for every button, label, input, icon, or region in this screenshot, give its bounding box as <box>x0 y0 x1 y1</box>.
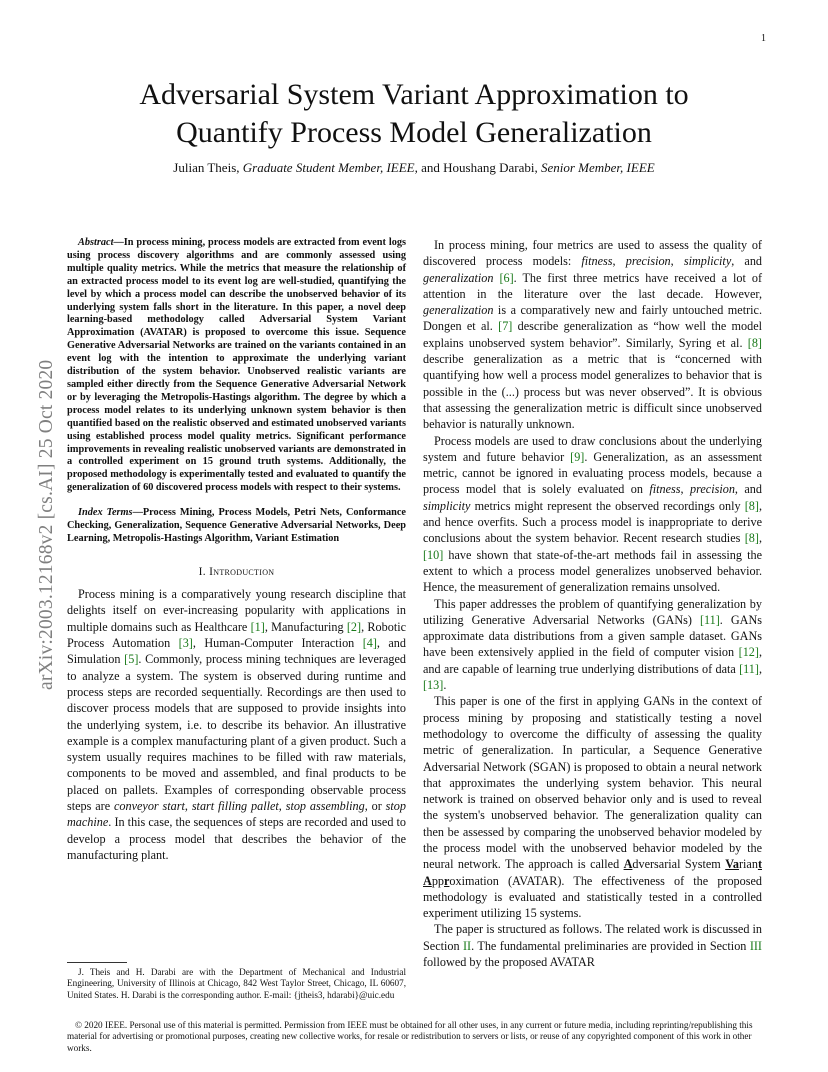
right-column <box>423 237 762 970</box>
copyright-notice: © 2020 IEEE. Personal use of this material is permitted. Permission from IEEE must be obtained for all other uses, in any current or future media, including reprinting/republishing this material for advertising or promotional purposes, creating new collective works, for resale or redistribution to servers or lists, or reuse of any copyrighted component of this work in other works. <box>67 1020 753 1053</box>
page-number: 1 <box>761 33 766 44</box>
section-title: Introduction <box>209 565 275 578</box>
citation-link[interactable]: [13] <box>423 678 444 693</box>
footnote-text: J. Theis and H. Darabi are with the Department of Mechanical and Industrial Engineering, University of Illinois at Chicago, 842 West Taylor Street, Chicago, IL 60607, United States. H. Darabi is the corresponding author. E-mail: {jtheis3, hdarabi}@uic.edu <box>67 967 406 1000</box>
index-terms <box>67 507 406 546</box>
author-1-role: Graduate Student Member, IEEE, <box>242 160 418 175</box>
citation-link[interactable]: [10] <box>423 547 444 562</box>
citation-link[interactable]: [8] <box>747 335 762 350</box>
intro-paragraph-5: This paper is one of the first in applying GANs in the context of process mining by proposing and statistically testing a novel methodology to overcome the difficulty of assessing the quality metric of generalization. In particular, a Sequence Generative Adversarial Network (SGAN) is proposed to obtain a neural network that approximates the underlying system behavior. This neural network is trained on observed behavior only and is used to reveal the system's unobserved behavior. The generalization quality can then be assessed by comparing the unobserved behavior modeled by the process model with the unobserved behavior modeled by the neural network. The approach is called Adversarial System Variant Approximation (AVATAR). The effectiveness of the proposed methodology is evaluated and statistically tested in a controlled experiment utilizing 15 systems. <box>423 694 762 921</box>
intro-paragraph-4: This paper addresses the problem of quantifying generalization by utilizing Generative Adversarial Networks (GANs) [11]. GANs approximate data distributions from a given sample dataset. GANs have been extensively applied in the field of computer vision [12], and are capable of learning true underlying distributions of data [11], [13]. <box>423 596 762 693</box>
author-2-role: Senior Member, IEEE <box>540 160 655 175</box>
citation-link[interactable]: [8] <box>744 498 759 513</box>
intro-paragraph-3: Process models are used to draw conclusions about the underlying system and future behavior [9]. Generalization, as an assessment metric, cannot be ignored in evaluating process models, because a process model that is solely evaluated on fitness, precision, and simplicity metrics might represent the observed recordings only [8], and hence overfits. Such a process model is inappropriate to derive conclusions about the system behavior. Recent research studies [8], [10] have shown that state-of-the-art methods fail in assessing the extent to which a process model generalizes unobserved behavior. Hence, the measurement of generalization remains unsolved. <box>423 433 762 595</box>
index-terms-lead: Index Terms <box>78 507 133 519</box>
footnote-rule <box>67 962 127 963</box>
citation-link[interactable]: [3] <box>178 636 193 651</box>
citation-link[interactable]: [4] <box>362 636 377 651</box>
author-2-name: Houshang Darabi, <box>443 160 538 175</box>
title-line-1: Adversarial System Variant Approximation to <box>139 78 689 111</box>
title-line-2: Quantify Process Model Generalization <box>176 116 652 149</box>
citation-link[interactable]: [1] <box>250 619 265 634</box>
paper-title <box>0 76 828 152</box>
abstract-text: —In process mining, process models are extracted from event logs using process discovery algorithms and are commonly assessed using multiple quality metrics. While the metrics that measure the relationship of an extracted process model to its event log are well-studied, quantifying the level by which a process model can describe the unobserved behavior of its underlying system falls short in the literature. In this paper, a novel deep learning-based methodology called Adversarial System Variant Approximation (AVATAR) is proposed to overcome this issue. Sequence Generative Adversarial Networks are trained on the variants contained in an event log with the intention to approximate the underlying variant distribution of the system behavior. Unobserved realistic variants are sampled either directly from the Sequence Generative Adversarial Network or by leveraging the Metropolis-Hastings algorithm. The degree by which a process model relates to its underlying unknown system behavior is then quantified based on the realistic observed and estimated unobserved variants using established process model quality metrics. Significant performance improvements in revealing realistic unobserved variants are demonstrated in a controlled experiment on 15 ground truth systems. Additionally, the proposed methodology is experimentally tested and evaluated to quantify the generalization of 60 discovered process models with respect to their systems. <box>67 237 406 494</box>
section-number: I. <box>198 565 206 578</box>
citation-link[interactable]: [8] <box>744 531 759 546</box>
citation-link[interactable]: [5] <box>124 652 139 667</box>
section-link[interactable]: II <box>463 938 472 953</box>
author-1-name: Julian Theis, <box>173 160 240 175</box>
left-column <box>67 237 406 863</box>
citation-link[interactable]: [6] <box>499 270 514 285</box>
citation-link[interactable]: [9] <box>570 449 585 464</box>
intro-paragraph-2: In process mining, four metrics are used to assess the quality of discovered process models: fitness, precision, simplicity, and generalization [6]. The first three metrics have received a lot of attention in the literature over the last decade. However, generalization is a comparatively new and fairly untouched metric. Dongen et al. [7] describe generalization as “how well the model explains unobserved system behavior”. Similarly, Syring et al. [8] describe generalization as a metric that is “concerned with quantifying how well a process model generalizes to behavior that is possible in the (...) process but was never observed”. It is obvious that assessing the generalization metric is difficult since unobserved behavior is naturally unknown. <box>423 238 763 432</box>
arxiv-identifier-stamp: arXiv:2003.12168v2 [cs.AI] 25 Oct 2020 <box>36 359 57 690</box>
abstract <box>67 237 406 495</box>
author-line <box>0 160 828 176</box>
citation-link[interactable]: [11] <box>739 661 759 676</box>
index-terms-text: —Process Mining, Process Models, Petri Nets, Conformance Checking, Generalization, Sequence Generative Adversarial Networks, Deep Learning, Metropolis-Hastings Algorithm, Variant Estimation <box>67 507 406 544</box>
abstract-lead: Abstract <box>78 237 114 248</box>
citation-link[interactable]: [7] <box>498 319 513 334</box>
citation-link[interactable]: [12] <box>738 645 759 660</box>
section-link[interactable]: III <box>749 938 762 953</box>
intro-paragraph-6: The paper is structured as follows. The related work is discussed in Section II. The fundamental preliminaries are provided in Section III followed by the proposed AVATAR <box>423 922 762 970</box>
section-heading-introduction <box>67 564 406 580</box>
citation-link[interactable]: [2] <box>346 619 362 634</box>
citation-link[interactable]: [11] <box>699 612 720 627</box>
intro-paragraph-1: Process mining is a comparatively young research discipline that delights itself on ever-increasing popularity with applications in multiple domains such as Healthcare [1], Manufacturing [2], Robotic Process Automation [3], Human-Computer Interaction [4], and Simulation [5]. Commonly, process mining techniques are leveraged to analyze a system. The system is observed during runtime and process steps are recorded sequentially. Recordings are then used to discover process models that are supposed to provide insights into the underlying system, i.e. to describe its behavior. An illustrative example is a complex manufacturing plant of a given product. Such a system usually requires machines to be filled with raw materials, components to be moved and assembled, and final products to be placed on pallets. Examples of corresponding observable process steps are conveyor start, start filling pallet, stop assembling, or stop machine. In this case, the sequences of steps are recorded and used to develop a process model that describes the behavior of the manufacturing plant. <box>67 587 406 862</box>
author-footnote <box>67 962 406 1001</box>
author-conjunction: and <box>421 160 440 175</box>
